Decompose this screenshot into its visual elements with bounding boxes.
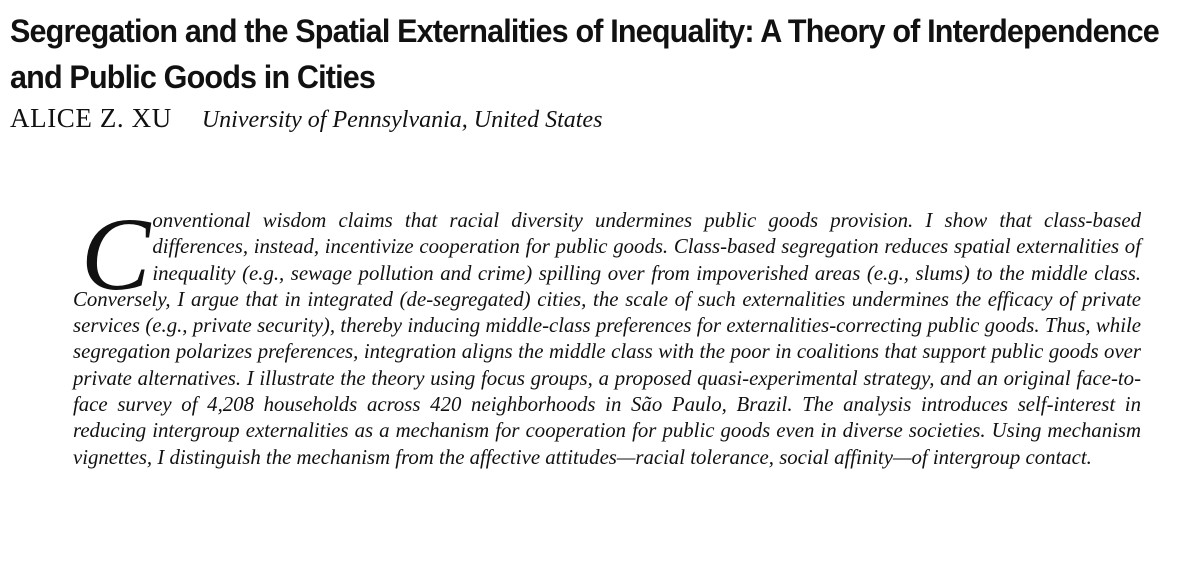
paper-title: Segregation and the Spatial Externalities of Inequality: A Theory of Interdependence and Public Goods in Cities (10, 13, 1159, 95)
author-affiliation: University of Pennsylvania, United States (201, 107, 603, 133)
title-block (10, 8, 1195, 100)
abstract (73, 197, 1141, 471)
author-name: ALICE Z. XU (10, 103, 172, 133)
abstract-dropcap: C (81, 197, 151, 312)
byline (10, 103, 602, 134)
abstract-text: onventional wisdom claims that racial diversity undermines public goods provision. I show that class-based differences, instead, incentivize cooperation for public goods. Class-based segregation reduces spatial externalities of inequality (e.g., sewage pollution and crime) spilling over from impoverished areas (e.g., slums) to the middle class. Conversely, I argue that in integrated (de-segregated) cities, the scale of such externalities undermines the efficacy of private services (e.g., private security), thereby inducing middle-class preferences for externalities-correcting public goods. Thus, while segregation polarizes preferences, integration aligns the middle class with the poor in coalitions that support public goods over private alternatives. I illustrate the theory using focus groups, a proposed quasi-experimental strategy, and an original face-to-face survey of 4,208 households across 420 neighborhoods in São Paulo, Brazil. The analysis introduces self-interest in reducing intergroup externalities as a mechanism for cooperation for public goods even in diverse societies. Using mechanism vignettes, I distinguish the mechanism from the affective attitudes—racial tolerance, social affinity—of intergroup contact. (73, 209, 1141, 469)
